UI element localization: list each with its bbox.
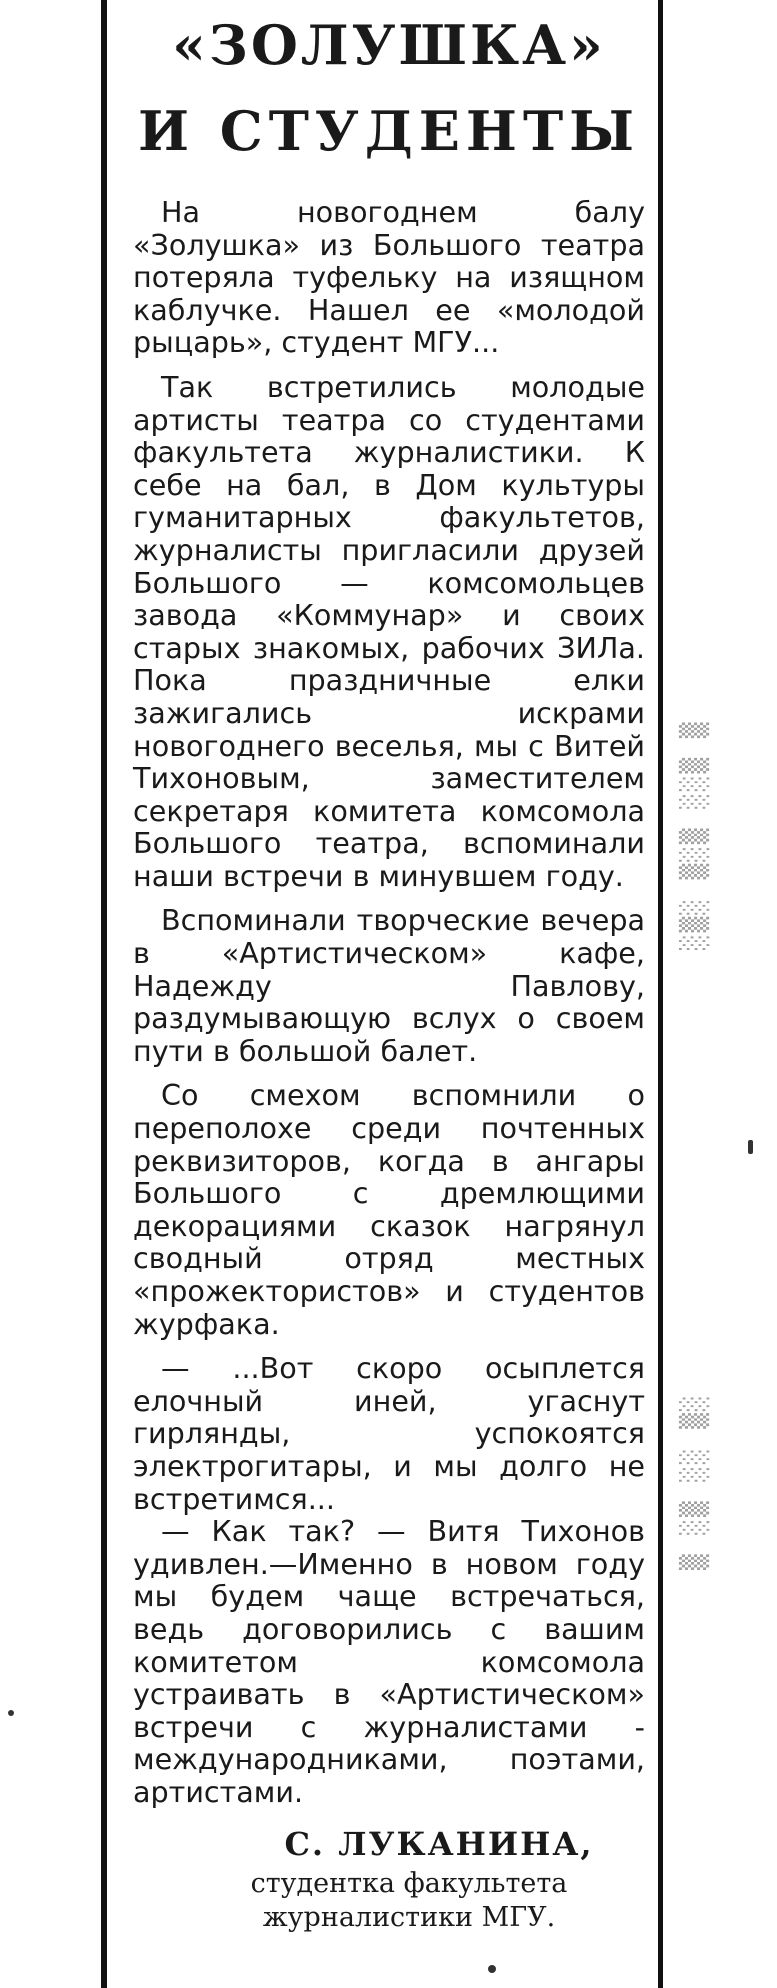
paragraph-5: — ...Вот скоро осыплется елочный иней, угаснут гирлянды, успокоятся электрогитары, и мы долго не встретимся...: [133, 1351, 645, 1516]
signature: [133, 1825, 645, 1935]
signature-role-1: студентка факультета: [250, 1867, 568, 1899]
paragraph-3: Вспоминали творческие вечера в «Артистическом» кафе, Надежду Павлову, раздумывающую вслух о своем пути в большой балет.: [133, 903, 645, 1068]
archive-stamp-mark-2: ▒ ░▒ ░░ ▒░: [680, 1393, 710, 1570]
article-body: [133, 196, 645, 1809]
archive-stamp-mark: ░▒░ ▒░▒ ░░▒ ▒: [680, 720, 710, 950]
paragraph-1: На новогоднем балу «Золушка» из Большого театра потеряла туфельку на изящном каблучке. Нашел ее «молодой рыцарь», студент МГУ...: [133, 195, 645, 360]
column-rule-left: [101, 0, 107, 1988]
paragraph-2: Так встретились молодые артисты театра со студентами факультета журналистики. К себе на бал, в Дом культуры гуманитарных факультетов, журналисты пригласили друзей Большого — комсомольцев завода «Коммунар» и своих старых знакомых, рабочих ЗИЛа. Пока праздничные елки зажигались искрами новогоднего веселья, мы с Витей Тихоновым, заместителем секретаря комитета комсомола Большого театра, вспоминали наши встречи в минувшем году.: [133, 369, 645, 893]
headline-line-1: «ЗОЛУШКА»: [172, 13, 606, 77]
print-speck: [748, 1140, 753, 1154]
article-column: [133, 14, 645, 1935]
print-speck: [8, 1710, 14, 1716]
signature-name: С. ЛУКАНИНА,: [284, 1824, 594, 1863]
paragraph-6: — Как так? — Витя Тихонов удивлен.—Именно в новом году мы будем чаще встречаться, ведь договорились с вашим комитетом комсомола устраивать в «Артистическом» встречи с журналистами - международниками, поэтами, артистами.: [133, 1514, 645, 1809]
signature-role-2: журналистики МГУ.: [262, 1901, 556, 1933]
column-rule-right: [658, 0, 663, 1988]
paragraph-4: Со смехом вспомнили о переполохе среди почтенных реквизиторов, когда в ангары Большого с дремлющими декорациями сказок нагрянул сводный отряд местных «прожектористов» и студентов журфака.: [133, 1078, 645, 1341]
print-speck: [488, 1965, 496, 1973]
headline-line-2: И СТУДЕНТЫ: [137, 99, 641, 163]
